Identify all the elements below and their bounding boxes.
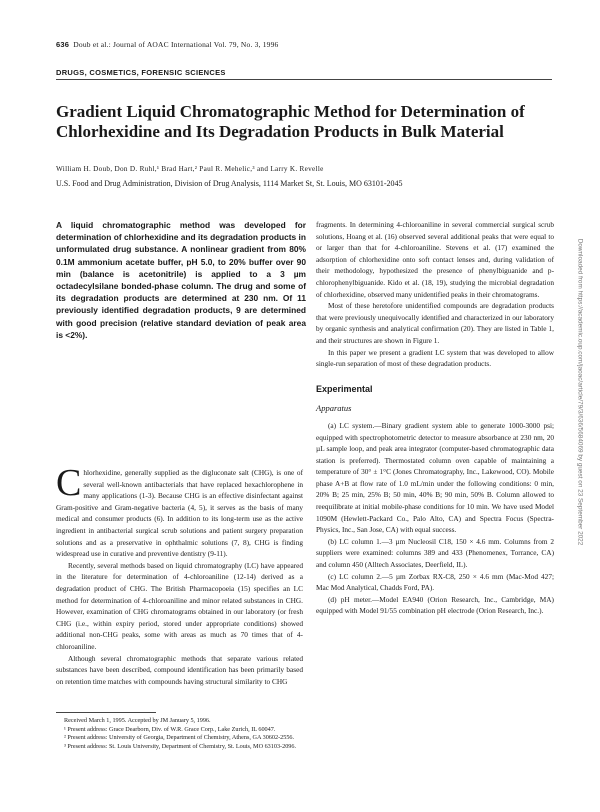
- apparatus-item-b: (b) LC column 1.—3 µm Nucleosil C18, 150 × 4.6 mm. Columns from 2 suppliers were examined: columns 389 and 433 (Phenomenex, Torrance, CA) and column 450 (Alltech Associates, Deerfield, IL).: [316, 536, 554, 570]
- download-watermark: Downloaded from https://academic.oup.com/jaoac/article/79/3/636/5684069 by guest on 23 September 2022: [576, 238, 584, 546]
- body-paragraph: Recently, several methods based on liquid chromatography (LC) have appeared in the literature for determination of 4-chloroaniline (12-14) derived as a degradation product of CHG. The British Pharmacopoeia (15) specifies an LC method for determination of 4-chloroaniline and minor related substances in CHG. However, examination of CHG chromatograms obtained in our laboratory (or fresh CHG (i.e., within expiry period, stored under appropriate conditions) showed additional non-CHG peaks, some with areas as much as 70 times that of 4-chloroaniline.: [56, 560, 303, 651]
- body-paragraph: fragments. In determining 4-chloroaniline in several commercial surgical scrub solutions, Hoang et al. (16) observed several additional peaks that were equal to or larger than that for 4-chloroaniline. Stevens et al. (17) examined the adsorption of chlorhexidine onto soft contact lenses and, during validation of their methodology, hypothesized the presence of phenylbiguanide and p-chlorophenylbiguanide. Kido et al. (18, 19), studying the microbial degradation of chlorhexidine, observed many unidentified peaks in their chromatograms.: [316, 220, 554, 299]
- body-paragraph: Most of these heretofore unidentified compounds are degradation products that were previously unequivocally identified and characterized in our laboratory by organic synthesis and analytical confirmation (20). They are listed in Table 1, and their structures are shown in Figure 1.: [316, 301, 554, 345]
- intro-paragraph: Chlorhexidine, generally supplied as the digluconate salt (CHG), is one of several well-known antibacterials that have replaced hexachlorophene in many applications (1-3). Because CHG is an effective disinfectant against Gram-positive and Gram-negative bacteria (4, 5), it serves as the basis of many medical and consumer products (6). In addition to its long-term use as the active ingredient in antibacterial surgical scrub solutions and patient surgery preparation solutions and as a preservative in ophthalmic solutions (7, 8), CHG is finding widespread use in curative and preventive dentistry (9-11).: [56, 462, 303, 559]
- footnote-1: ¹ Present address: Grace Dearborn, Div. of W.R. Grace Corp., Lake Zurich, IL 60047.: [64, 725, 276, 733]
- abstract: A liquid chromatographic method was developed for determination of chlorhexidine and its degradation products in unformulated drug substance. A nonlinear gradient from 80% 0.1M ammonium acetate buffer, pH 5.0, to 20% buffer over 90 min (balance is acetonitrile) is applied to a 3 µm octadecylsilane bonded-phase column. The drug and some of its degradation products are determined at 230 nm. Of 11 previously identified degradation products, 9 are determined with good precision (relative standard deviation of peak area is <2%).: [56, 220, 306, 340]
- running-header: [56, 40, 279, 49]
- header-rule: [56, 79, 552, 80]
- left-column-body: [56, 462, 303, 687]
- footnote-received: Received March 1, 1995. Accepted by JM January 5, 1996.: [64, 717, 211, 724]
- right-column-body: [316, 219, 554, 617]
- heading-apparatus: Apparatus: [316, 403, 352, 414]
- article-title: Gradient Liquid Chromatographic Method for Determination of Chlorhexidine and Its Degradation Products in Bulk Material: [56, 102, 525, 141]
- footnote-2: ² Present address: University of Georgia, Department of Chemistry, Athens, GA 30602-2556.: [64, 734, 295, 742]
- section-label: DRUGS, COSMETICS, FORENSIC SCIENCES: [56, 68, 226, 77]
- body-paragraph: In this paper we present a gradient LC system that was developed to allow single-run separation of most of these degradation products.: [316, 347, 554, 369]
- dropcap: C: [56, 462, 82, 504]
- footnote-3: ³ Present address: St. Louis University, Department of Chemistry, St. Louis, MO 63103-2096.: [64, 742, 297, 750]
- running-head: Doub et al.: Journal of AOAC International Vol. 79, No. 3, 1996: [73, 40, 279, 49]
- heading-experimental: Experimental: [316, 383, 373, 394]
- apparatus-item-d: (d) pH meter.—Model EA940 (Orion Research, Inc., Cambridge, MA) equipped with Model 91/55 combination pH electrode (Orion Research, Inc.).: [316, 594, 554, 616]
- authors: William H. Doub, Don D. Ruhl,¹ Brad Hart,² Paul R. Mehelic,³ and Larry K. Revelle: [56, 165, 324, 173]
- footnotes: [56, 717, 303, 751]
- apparatus-item-a: (a) LC system.—Binary gradient system able to generate 1000-3000 psi; equipped with spectrophotometric detector to measure absorbance at 230 nm, 20 µL sample loop, and peak area integrator (computer-based chromatographic data station is preferred). Thermostated column oven capable of maintaining a temperature of 30° ± 1°C (Jones Chromatography, Inc., Lakewood, CO). Mobile phase A+B at flow rate of 1.0 mL/min under the following conditions: 0 min, 20% B; 25 min, 25% B; 50 min, 40% B; 90 min, 50% B. Column allowed to reequilibrate at initial mobile-phase conditions for 10 min. We have used Model 1090M (Hewlett-Packard Co., Palo Alto, CA) and Spectra Focus (Spectra-Physics, Inc., San Jose, CA) with equal success.: [316, 420, 554, 535]
- affiliation: U.S. Food and Drug Administration, Division of Drug Analysis, 1114 Market St, St. Louis, MO 63101-2045: [56, 179, 403, 188]
- body-paragraph: Although several chromatographic methods that separate various related substances have been described, compound identification has been primarily based on retention time matches with compounds having structural similarity to CHG: [56, 653, 303, 686]
- footnote-rule: [56, 712, 156, 713]
- page-number: 636: [56, 40, 70, 49]
- apparatus-item-c: (c) LC column 2.—5 µm Zorbax RX-C8, 250 × 4.6 mm (Mac-Mod 427; Mac Mod Analytical, Chadds Ford, PA).: [316, 571, 554, 593]
